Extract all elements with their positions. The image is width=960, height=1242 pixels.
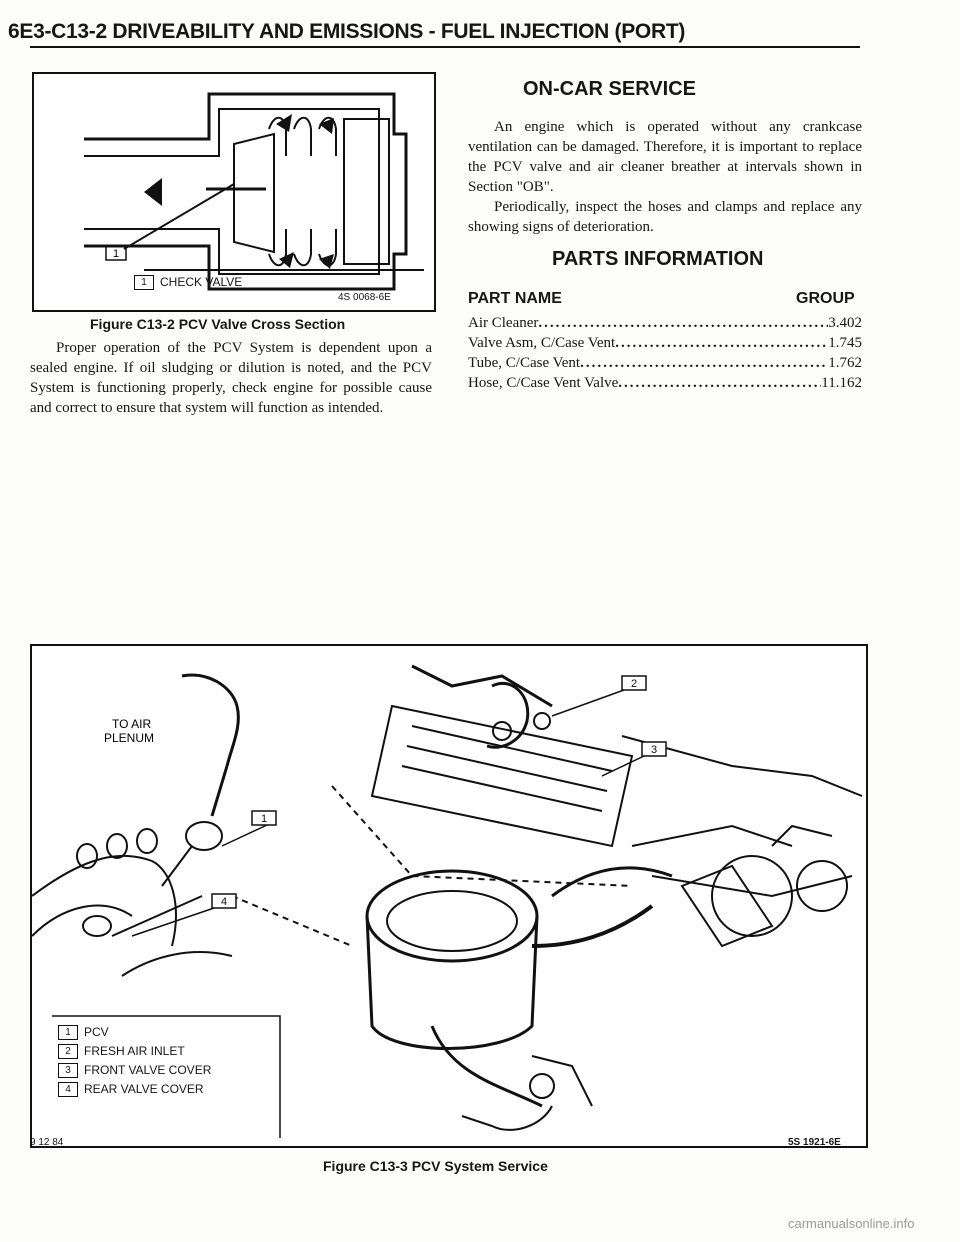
on-car-paragraph-1: An engine which is operated without any crankcase ventilation can be damaged. Therefore, it is important to replace the PCV valve and air cleaner breather at intervals shown in Section "OB". [468, 119, 862, 195]
to-air-label: TO AIR [112, 717, 152, 731]
legend-num: 4 [58, 1082, 78, 1097]
group-column-header: GROUP [796, 290, 855, 307]
watermark: carmanualsonline.info [788, 1216, 915, 1231]
dot-leader [618, 373, 821, 393]
plenum-label: PLENUM [104, 731, 155, 745]
figure2-code-left: 9 12 84 [30, 1137, 64, 1148]
parts-table [468, 313, 862, 393]
figure2-legend [58, 1023, 211, 1099]
legend-num: 2 [58, 1044, 78, 1059]
part-group: 1.745 [828, 335, 862, 351]
legend-num: 3 [58, 1063, 78, 1078]
part-name: Tube, C/Case Vent [468, 355, 581, 371]
figure1-legend [134, 275, 242, 290]
figure1-callout-1: 1 [112, 248, 120, 260]
part-group: 1.762 [828, 355, 862, 371]
header-rule [30, 46, 860, 48]
table-row [468, 353, 862, 373]
legend-num: 1 [58, 1025, 78, 1040]
figure2-callout-2: 2 [630, 678, 638, 690]
legend-callout-box: 1 [134, 275, 154, 290]
dot-leader [538, 313, 828, 333]
table-row [468, 313, 862, 333]
part-group: 11.162 [821, 375, 862, 391]
legend-check-valve: CHECK VALVE [160, 275, 243, 289]
legend-text: REAR VALVE COVER [84, 1082, 204, 1096]
legend-item [58, 1080, 211, 1099]
figure2-code-right: 5S 1921-6E [788, 1137, 841, 1148]
legend-item [58, 1023, 211, 1042]
page-header: 6E3-C13-2 DRIVEABILITY AND EMISSIONS - FUEL INJECTION (PORT) [8, 20, 686, 43]
dot-leader [580, 353, 828, 373]
legend-item [58, 1061, 211, 1080]
figure2-caption: Figure C13-3 PCV System Service [323, 1158, 548, 1174]
part-name: Hose, C/Case Vent Valve [468, 375, 619, 391]
legend-text: PCV [84, 1025, 109, 1039]
legend-text: FRONT VALVE COVER [84, 1063, 212, 1077]
figure1-code: 4S 0068-6E [338, 292, 391, 303]
figure1-caption: Figure C13-2 PCV Valve Cross Section [90, 316, 346, 332]
on-car-service-heading: ON-CAR SERVICE [523, 78, 696, 100]
legend-text: FRESH AIR INLET [84, 1044, 185, 1058]
pcv-operation-paragraph: Proper operation of the PCV System is dependent upon a sealed engine. If oil sludging or dilution is noted, and the PCV System is functioning properly, check engine for possible cause and correct to ensure that system will function as intended. [30, 340, 432, 416]
part-group: 3.402 [828, 315, 862, 331]
figure2-callout-4: 4 [220, 896, 228, 908]
dot-leader [615, 333, 828, 353]
on-car-paragraph-2: Periodically, inspect the hoses and clamps and replace any showing signs of deterioration. [468, 199, 862, 235]
figure2-callout-3: 3 [650, 744, 658, 756]
part-name: Valve Asm, C/Case Vent [468, 335, 616, 351]
part-name: Air Cleaner [468, 315, 539, 331]
table-row [468, 333, 862, 353]
parts-information-heading: PARTS INFORMATION [552, 248, 764, 270]
part-name-column-header: PART NAME [468, 290, 562, 307]
table-row [468, 373, 862, 393]
legend-item [58, 1042, 211, 1061]
figure2-callout-1: 1 [260, 813, 268, 825]
